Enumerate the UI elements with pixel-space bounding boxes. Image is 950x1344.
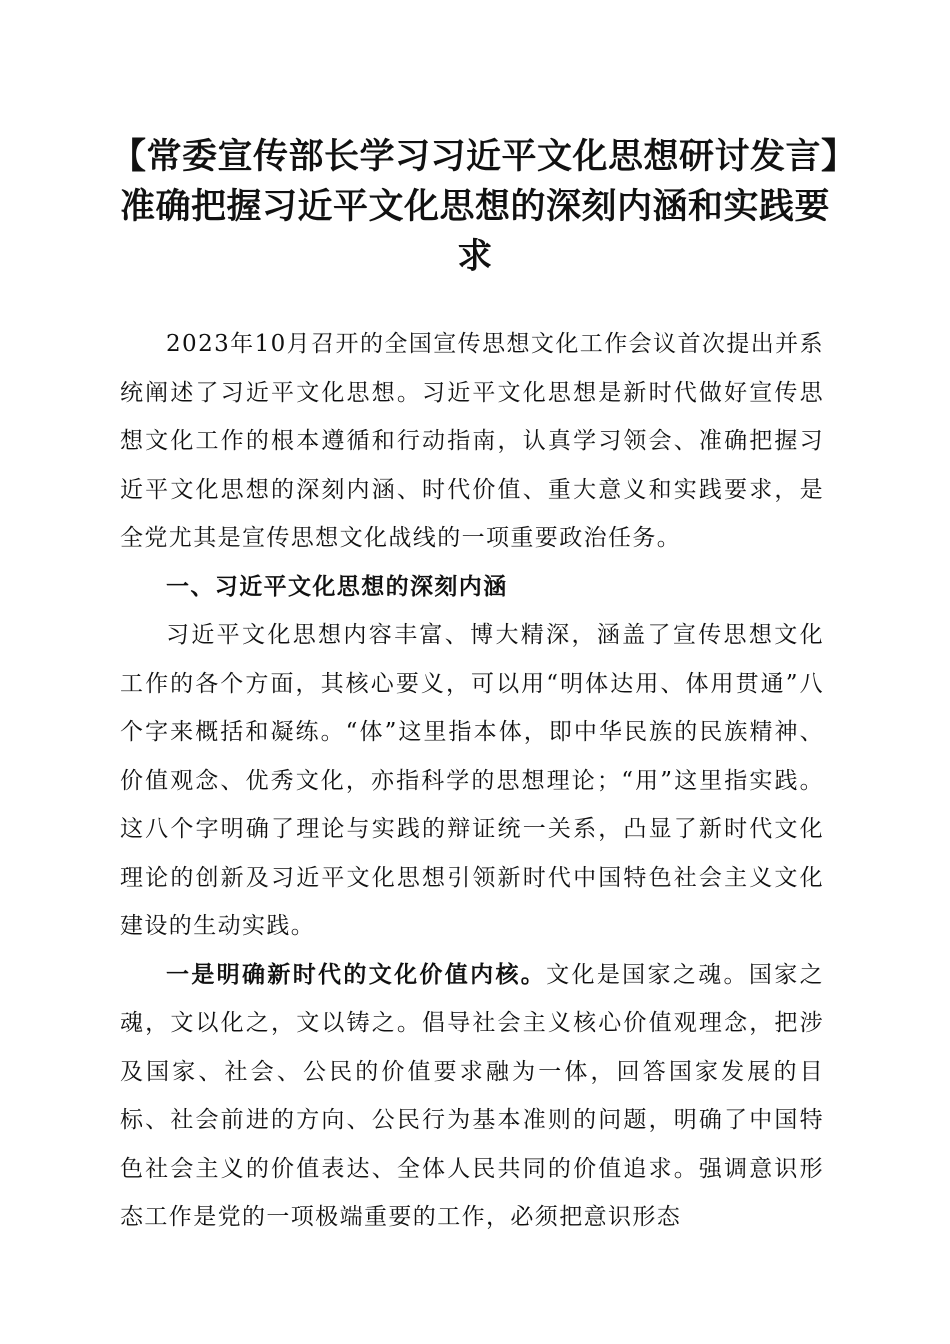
document-body (120, 320, 824, 1242)
point-text: 文化是国家之魂。国家之魂，文以化之，文以铸之。倡导社会主义核心价值观理念，把涉及国家、社会、公民的价值要求融为一体，回答国家发展的目标、社会前进的方向、公民行为基本准则的问题，明确了中国特色社会主义的价值表达、全体人民共同的价值追求。强调意识形态工作是党的一项极端重要的工作，必须把意识形态 (120, 961, 824, 1230)
intro-paragraph: 2023年10月召开的全国宣传思想文化工作会议首次提出并系统阐述了习近平文化思想。习近平文化思想是新时代做好宣传思想文化工作的根本遵循和行动指南，认真学习领会、准确把握习近平文化思想的深刻内涵、时代价值、重大意义和实践要求，是全党尤其是宣传思想文化战线的一项重要政治任务。 (120, 331, 824, 551)
point-paragraph (120, 951, 824, 1242)
point-lead: 一是明确新时代的文化价值内核。 (166, 961, 547, 988)
section-paragraph: 习近平文化思想内容丰富、博大精深，涵盖了宣传思想文化工作的各个方面，其核心要义，可以用“明体达用、体用贯通”八个字来概括和凝练。“体”这里指本体，即中华民族的民族精神、价值观念、优秀文化，亦指科学的思想理论；“用”这里指实践。这八个字明确了理论与实践的辩证统一关系，凸显了新时代文化理论的创新及习近平文化思想引领新时代中国特色社会主义文化建设的生动实践。 (120, 622, 824, 939)
document-title: 【常委宣传部长学习习近平文化思想研讨发言】准确把握习近平文化思想的深刻内涵和实践要求 (110, 136, 839, 277)
section-heading: 一、习近平文化思想的深刻内涵 (166, 573, 508, 600)
